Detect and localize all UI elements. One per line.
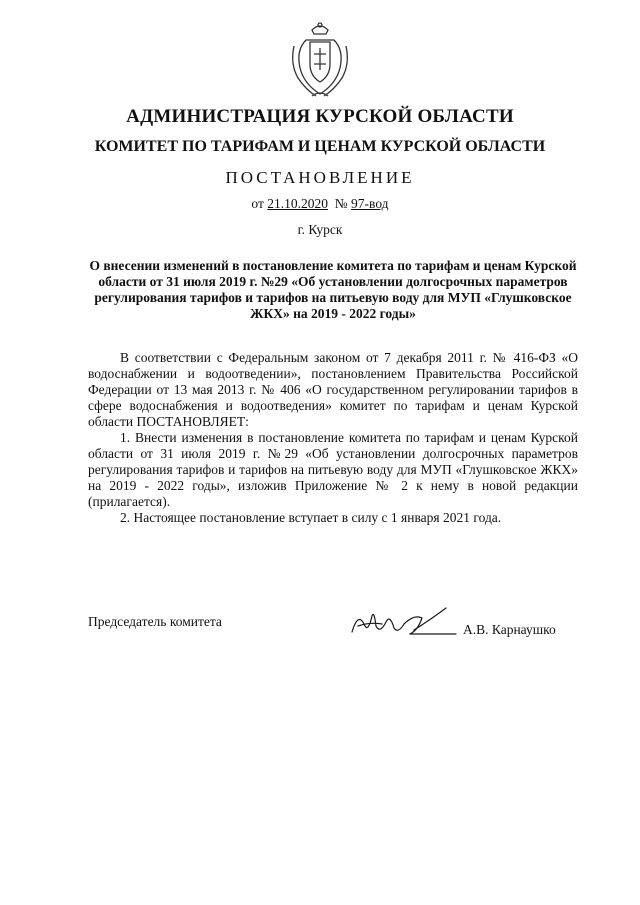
- date-prefix: от: [251, 196, 264, 211]
- organization-name: АДМИНИСТРАЦИЯ КУРСКОЙ ОБЛАСТИ: [126, 106, 514, 127]
- document-body: [88, 350, 578, 526]
- date-number-line: [0, 196, 640, 212]
- document-type: ПОСТАНОВЛЕНИЕ: [225, 168, 415, 187]
- handwritten-signature-icon: [348, 604, 458, 640]
- coat-of-arms-icon: [286, 20, 354, 100]
- document-title: О внесении изменений в постановление комитета по тарифам и ценам Курской области от 31 июля 2019 г. №29 «Об установлении долгосрочных параметров регулирования тарифов и тарифов на питьевую воду для МУП «Глушковское ЖКХ» на 2019 - 2022 годы»: [89, 258, 577, 321]
- committee-name: КОМИТЕТ ПО ТАРИФАМ И ЦЕНАМ КУРСКОЙ ОБЛАСТИ: [94, 138, 546, 155]
- item-2-paragraph: 2. Настоящее постановление вступает в силу с 1 января 2021 года.: [120, 510, 502, 525]
- document-date: 21.10.2020: [267, 196, 329, 211]
- preamble-paragraph: В соответствии с Федеральным законом от 7 декабря 2011 г. № 416-ФЗ «О водоснабжении и водоотведении», постановлением Правительства Российской Федерации от 13 мая 2013 г. № 406 «О государственном регулировании тарифов в сфере водоснабжения и водоотведения» комитет по тарифам и ценам Курской области ПОСТАНОВЛЯЕТ:: [88, 350, 578, 429]
- signer-name: А.В. Карнаушко: [463, 622, 556, 637]
- item-1-paragraph: 1. Внести изменения в постановление комитета по тарифам и ценам Курской области от 31 июля 2019 г. №29 «Об установлении долгосрочных параметров регулирования тарифов и тарифов на питьевую воду для МУП «Глушковское ЖКХ» на 2019 - 2022 годы», изложив Приложение № 2 к нему в новой редакции (прилагается).: [88, 430, 578, 509]
- document-number: 97-вод: [351, 196, 389, 211]
- city: г. Курск: [297, 222, 343, 237]
- signer-position: Председатель комитета: [88, 614, 222, 629]
- number-prefix: №: [334, 196, 348, 211]
